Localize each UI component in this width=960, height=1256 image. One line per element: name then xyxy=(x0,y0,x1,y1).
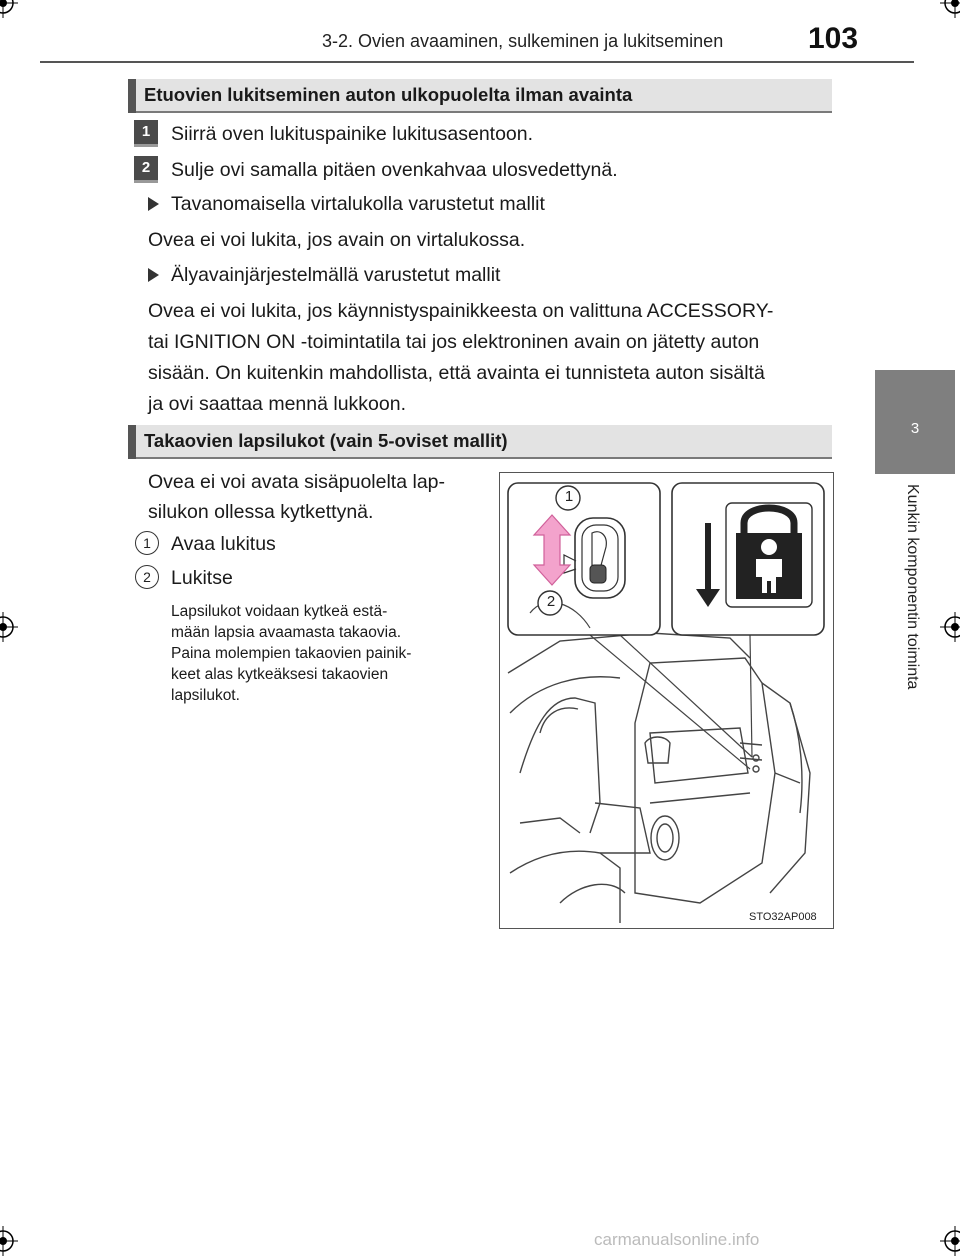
registration-mark-icon xyxy=(940,612,960,642)
child-lock-illustration xyxy=(499,472,834,929)
step-marker: 2 xyxy=(134,156,158,183)
note-text-line: Paina molempien takaovien painik- xyxy=(171,645,412,662)
note-text-line: keet alas kytkeäksesi takaovien xyxy=(171,666,389,683)
chapter-tab-title: Kunkin komponentin toiminta xyxy=(904,484,921,690)
note-text-line: mään lapsia avaamasta takaovia. xyxy=(171,624,402,641)
variant-text-line: sisään. On kuitenkin mahdollista, että avainta ei tunnisteta auton sisältä xyxy=(148,362,765,384)
variant-text-line: ja ovi saattaa mennä lukkoon. xyxy=(148,393,406,415)
registration-mark-icon xyxy=(940,1226,960,1256)
note-text-line: Lapsilukot voidaan kytkeä estä- xyxy=(171,603,388,620)
watermark: carmanualsonline.info xyxy=(594,1230,760,1249)
section-heading-text: Etuovien lukitseminen auton ulkopuolelta ilman avainta xyxy=(144,84,633,105)
door-illustration xyxy=(500,473,833,928)
registration-mark-icon xyxy=(0,612,18,642)
note-text-line: lapsilukot. xyxy=(171,687,240,704)
section-heading-front-door-locking xyxy=(128,79,832,113)
item-marker: 2 xyxy=(135,565,159,589)
chapter-tab-number: 3 xyxy=(910,420,920,437)
intro-text-line: silukon ollessa kytkettynä. xyxy=(148,501,374,523)
triangle-bullet-icon xyxy=(148,268,159,282)
step-text: Sulje ovi samalla pitäen ovenkahvaa ulosvedettynä. xyxy=(171,159,618,181)
figure-callout: 1 xyxy=(564,488,574,505)
step-marker: 1 xyxy=(134,120,158,147)
header-divider xyxy=(40,61,914,63)
variant-title: Tavanomaisella virtalukolla varustetut mallit xyxy=(171,193,545,215)
variant-text: Ovea ei voi lukita, jos avain on virtalukossa. xyxy=(148,229,526,251)
variant-text-line: Ovea ei voi lukita, jos käynnistyspainikkeesta on valittuna ACCESSORY- xyxy=(148,300,774,322)
figure-code: STO32AP008 xyxy=(749,911,817,923)
section-heading-text: Takaovien lapsilukot (vain 5-oviset mallit) xyxy=(144,430,508,451)
running-header-title: 3-2. Ovien avaaminen, sulkeminen ja lukitseminen xyxy=(322,31,724,51)
variant-title: Älyavainjärjestelmällä varustetut mallit xyxy=(171,264,501,286)
registration-mark-icon xyxy=(940,0,960,18)
step-text: Siirrä oven lukituspainike lukitusasentoon. xyxy=(171,123,534,145)
variant-text-line: tai IGNITION ON -toimintatila tai jos elektroninen avain on jätetty auton xyxy=(148,331,760,353)
item-text: Lukitse xyxy=(171,567,233,589)
item-marker: 1 xyxy=(135,531,159,555)
item-text: Avaa lukitus xyxy=(171,533,276,555)
section-heading-child-locks xyxy=(128,425,832,459)
registration-mark-icon xyxy=(0,0,18,18)
page-number: 103 xyxy=(808,22,859,55)
triangle-bullet-icon xyxy=(148,197,159,211)
registration-mark-icon xyxy=(0,1226,18,1256)
figure-callout: 2 xyxy=(546,593,556,610)
intro-text-line: Ovea ei voi avata sisäpuolelta lap- xyxy=(148,471,446,493)
